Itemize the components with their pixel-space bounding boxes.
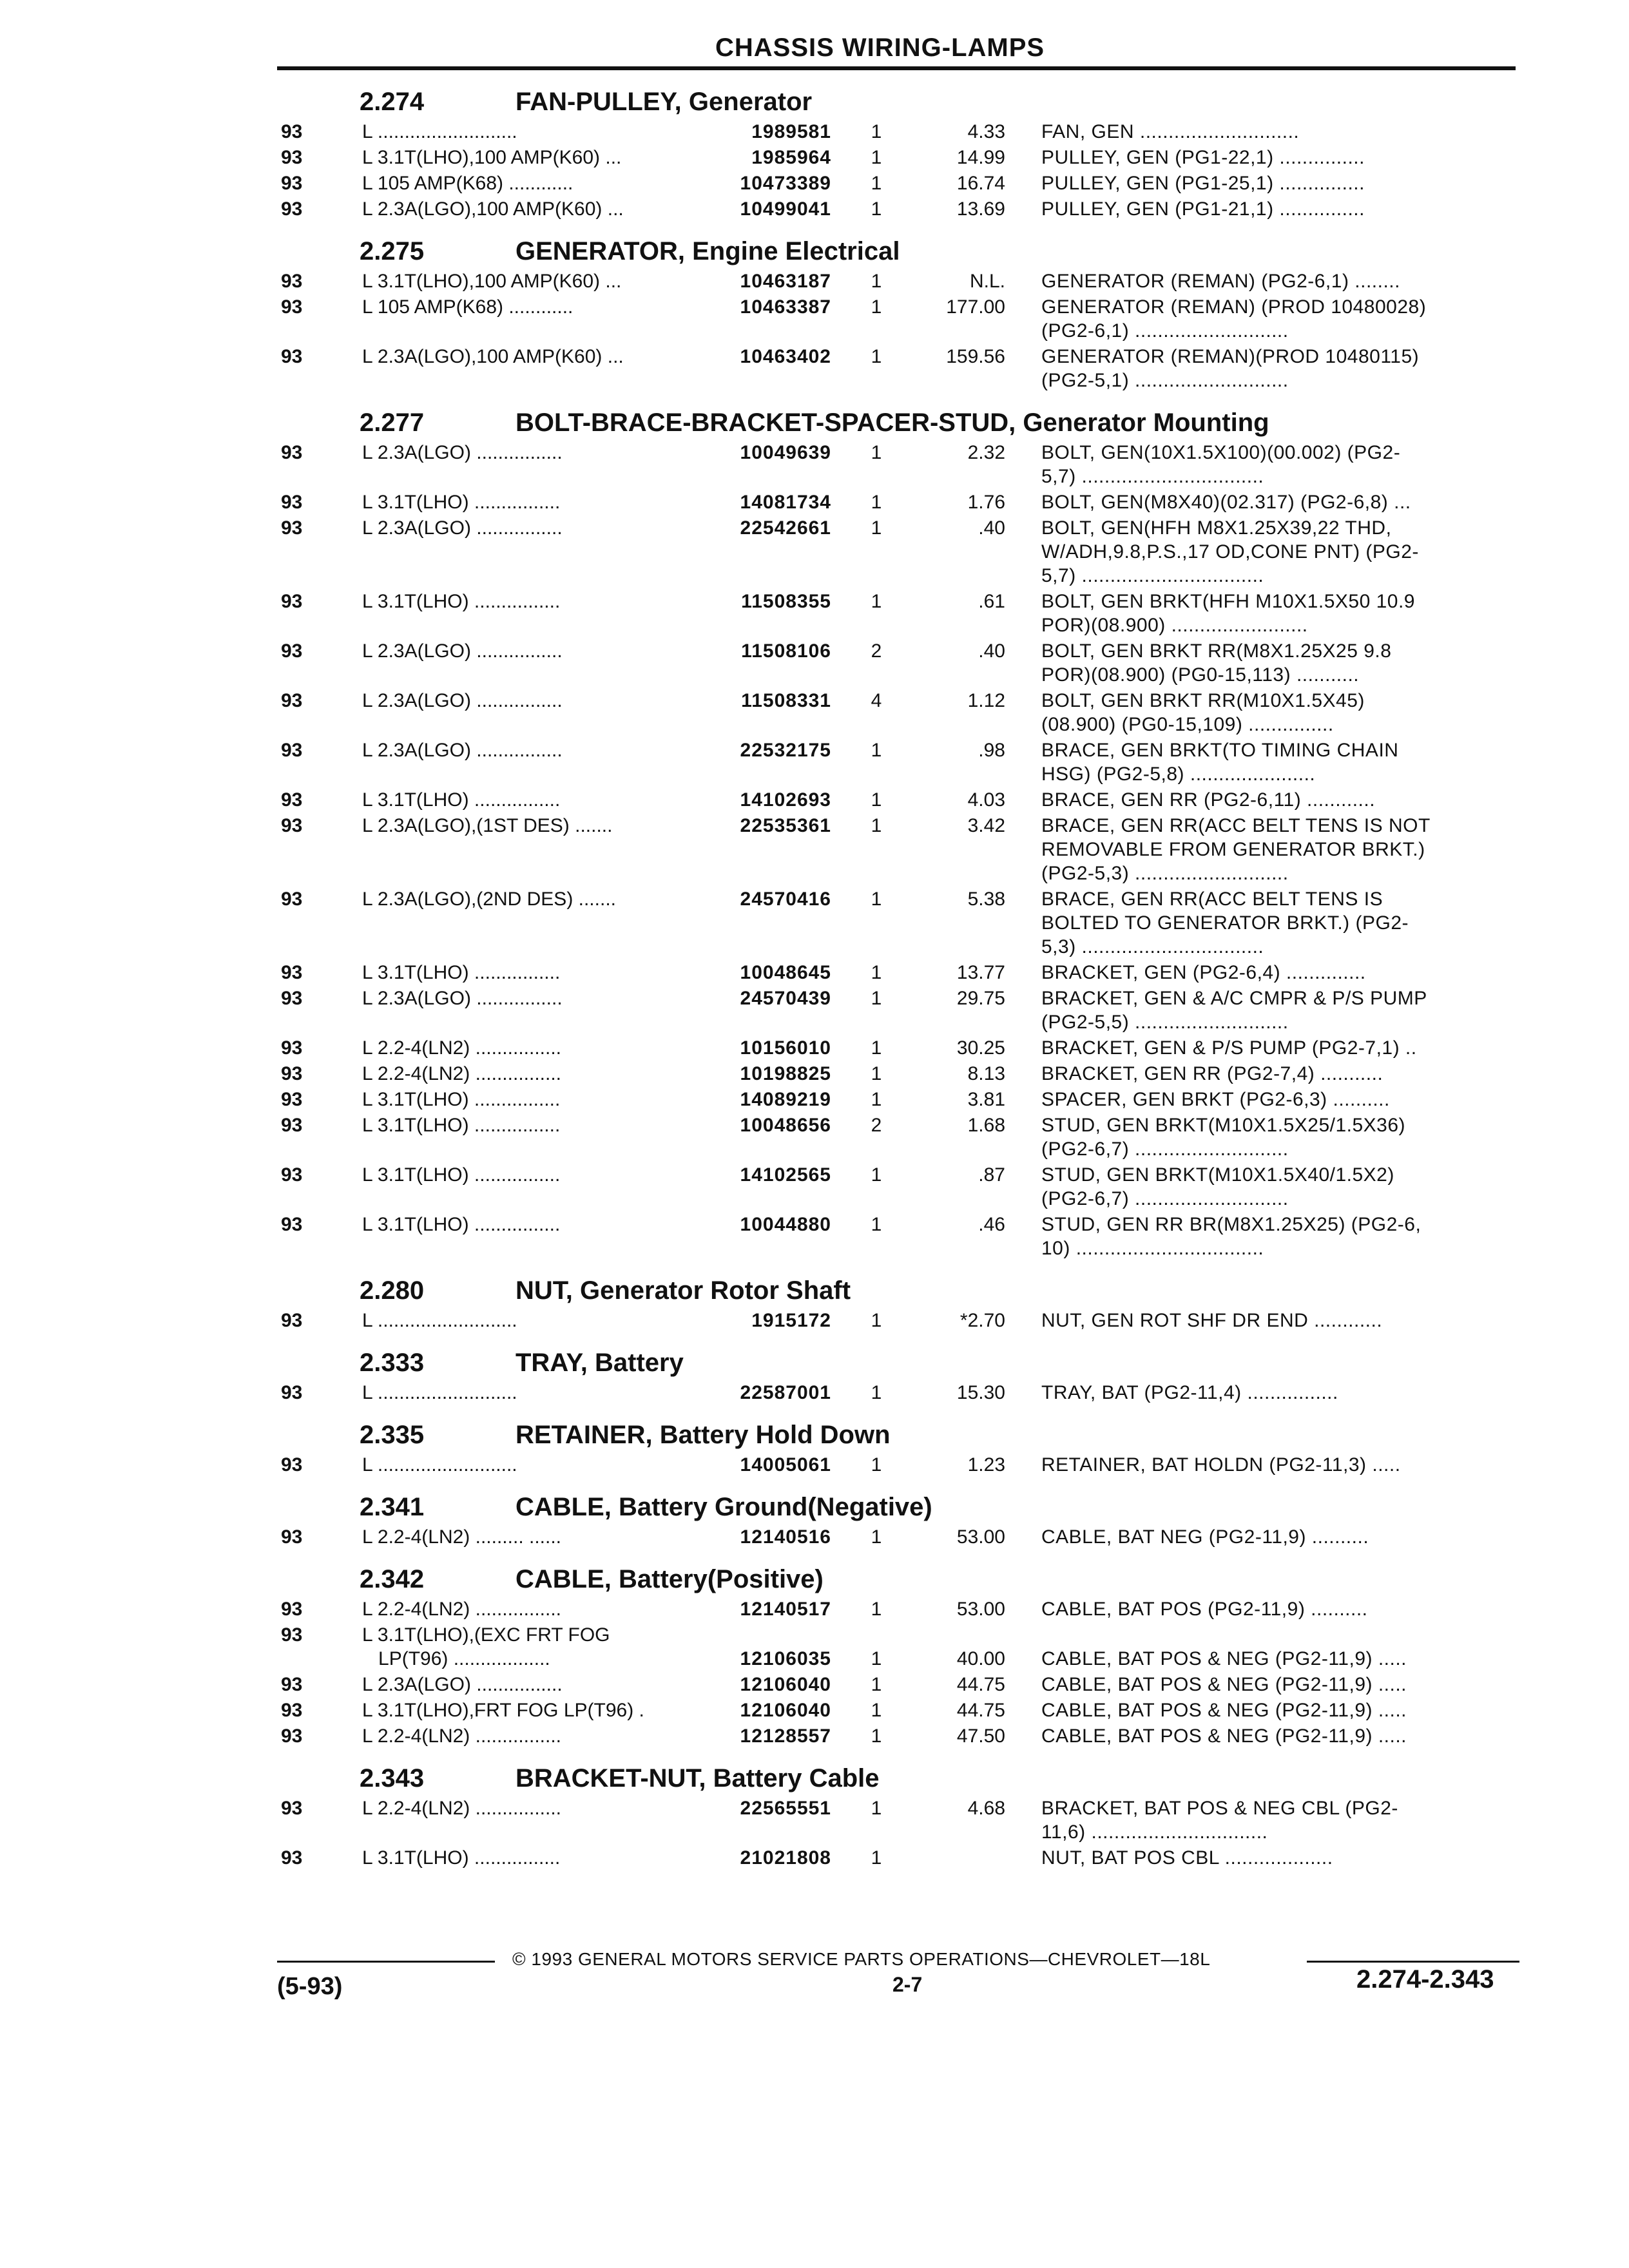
model-year: 93 (281, 988, 303, 1009)
model-year: 93 (281, 1700, 303, 1721)
quantity: 1 (871, 1164, 882, 1186)
usage-description: L 2.3A(LGO),(1ST DES) ....... (362, 815, 613, 836)
usage-description: L .......................... (362, 1454, 517, 1475)
usage-description: L 2.2-4(LN2) ................ (362, 1599, 561, 1620)
header-divider (277, 66, 1516, 70)
model-year: 93 (281, 591, 303, 612)
part-number: 22532175 (740, 740, 831, 761)
part-description: BRACE, GEN RR(ACC BELT TENS IS BOLTED TO GENERATOR BRKT.) (PG2- 5,3) ................................ (1041, 889, 1409, 957)
part-number: 10049639 (740, 442, 831, 463)
catalog-section (277, 1343, 1516, 1407)
section-title: CABLE, Battery(Positive) (516, 1565, 824, 1593)
part-number: 22535361 (740, 815, 831, 836)
part-description: BOLT, GEN(10X1.5X100)(00.002) (PG2- 5,7) ................................ (1041, 442, 1401, 487)
quantity: 1 (871, 1847, 882, 1869)
model-year: 93 (281, 1115, 303, 1136)
section-number: 2.280 (360, 1276, 425, 1305)
section-title: BRACKET-NUT, Battery Cable (516, 1764, 880, 1792)
quantity: 1 (871, 591, 882, 612)
section-number: 2.274 (360, 88, 425, 116)
part-number: 10463187 (740, 271, 831, 292)
part-row (277, 441, 1516, 490)
quantity: 1 (871, 296, 882, 318)
part-number: 12106040 (740, 1674, 831, 1695)
price: 1.23 (967, 1454, 1005, 1475)
footer-divider-left (277, 1961, 495, 1963)
price: 16.74 (956, 173, 1005, 194)
section-title: NUT, Generator Rotor Shaft (516, 1276, 851, 1305)
model-year: 93 (281, 492, 303, 513)
quantity: 1 (871, 988, 882, 1009)
quantity: 1 (871, 1725, 882, 1747)
part-number: 12140516 (740, 1526, 831, 1548)
model-year: 93 (281, 296, 303, 318)
model-year: 93 (281, 147, 303, 168)
price: 5.38 (967, 889, 1005, 910)
model-year: 93 (281, 1063, 303, 1084)
part-number: 11508355 (741, 591, 831, 612)
part-description: STUD, GEN RR BR(M8X1.25X25) (PG2-6, 10) ................................. (1041, 1214, 1422, 1259)
part-row (277, 1309, 1516, 1334)
catalog-section (277, 1271, 1516, 1334)
quantity: 1 (871, 1382, 882, 1403)
part-row (277, 1062, 1516, 1088)
quantity: 1 (871, 815, 882, 836)
part-number: 10198825 (740, 1063, 831, 1084)
part-row (277, 1673, 1516, 1698)
part-number: 1985964 (751, 147, 831, 168)
usage-description: L 2.3A(LGO) ................ (362, 517, 563, 539)
usage-description: L 2.2-4(LN2) ................ (362, 1037, 561, 1059)
part-description: BOLT, GEN BRKT RR(M10X1.5X45) (08.900) (PG0-15,109) ............... (1041, 690, 1365, 735)
price: 15.30 (956, 1382, 1005, 1403)
part-description: PULLEY, GEN (PG1-22,1) ............... (1041, 147, 1365, 168)
part-row (277, 961, 1516, 986)
price: .46 (978, 1214, 1005, 1235)
quantity: 1 (871, 198, 882, 220)
parts-list (277, 82, 1516, 1872)
quantity: 1 (871, 1526, 882, 1548)
part-row (277, 1796, 1516, 1846)
part-row (277, 1036, 1516, 1062)
part-description: BRACKET, GEN & P/S PUMP (PG2-7,1) .. (1041, 1037, 1417, 1059)
part-description: STUD, GEN BRKT(M10X1.5X25/1.5X36) (PG2-6,7) ........................... (1041, 1115, 1406, 1160)
part-row (277, 689, 1516, 738)
quantity: 1 (871, 789, 882, 811)
part-number: 11508106 (741, 640, 831, 662)
page-title: CHASSIS WIRING-LAMPS (715, 34, 1045, 62)
quantity: 2 (871, 640, 882, 662)
part-description: BOLT, GEN(M8X40)(02.317) (PG2-6,8) ... (1041, 492, 1411, 513)
section-heading (277, 403, 1516, 441)
quantity: 1 (871, 173, 882, 194)
catalog-section (277, 1560, 1516, 1750)
part-number: 22565551 (740, 1798, 831, 1819)
part-row (277, 986, 1516, 1036)
part-number: 10048645 (740, 962, 831, 983)
part-row (277, 516, 1516, 590)
section-heading (277, 1560, 1516, 1597)
catalog-section (277, 82, 1516, 223)
price: .61 (978, 591, 1005, 612)
price: 40.00 (956, 1648, 1005, 1669)
price: 1.76 (967, 492, 1005, 513)
usage-description: L 2.3A(LGO),100 AMP(K60) ... (362, 346, 624, 367)
price: 44.75 (956, 1674, 1005, 1695)
part-row (277, 639, 1516, 689)
price: 53.00 (956, 1526, 1005, 1548)
part-description: GENERATOR (REMAN) (PG2-6,1) ........ (1041, 271, 1400, 292)
usage-description: L 2.3A(LGO) ................ (362, 1674, 563, 1695)
part-number: 12106035 (740, 1648, 831, 1669)
model-year: 93 (281, 690, 303, 711)
price: .98 (978, 740, 1005, 761)
price: .40 (978, 640, 1005, 662)
part-number: 14005061 (740, 1454, 831, 1475)
part-description: BOLT, GEN BRKT(HFH M10X1.5X50 10.9 POR)(08.900) ........................ (1041, 591, 1415, 636)
part-number: 10156010 (740, 1037, 831, 1059)
part-row (277, 171, 1516, 197)
part-number: 14102565 (740, 1164, 831, 1186)
usage-description: L 2.2-4(LN2) ......... ...... (362, 1526, 561, 1548)
usage-description: L 3.1T(LHO),100 AMP(K60) ... (362, 271, 622, 292)
usage-description: L 105 AMP(K68) ............ (362, 173, 574, 194)
part-number: 10048656 (740, 1115, 831, 1136)
catalog-section (277, 403, 1516, 1262)
usage-description: L .......................... (362, 1382, 517, 1403)
model-year: 93 (281, 1089, 303, 1110)
quantity: 1 (871, 1454, 882, 1475)
model-year: 93 (281, 789, 303, 811)
part-row (277, 1213, 1516, 1262)
quantity: 1 (871, 740, 882, 761)
model-year: 93 (281, 1674, 303, 1695)
catalog-section (277, 1488, 1516, 1551)
model-year: 93 (281, 1037, 303, 1059)
part-row (277, 197, 1516, 223)
quantity: 4 (871, 690, 882, 711)
model-year: 93 (281, 640, 303, 662)
part-row (277, 1453, 1516, 1479)
part-description: BRACKET, BAT POS & NEG CBL (PG2- 11,6) ............................... (1041, 1798, 1398, 1843)
price: N.L. (969, 271, 1005, 292)
part-row (277, 1163, 1516, 1213)
footer-page-number: 2-7 (892, 1973, 923, 1996)
price: 1.68 (967, 1115, 1005, 1136)
part-description: BOLT, GEN(HFH M8X1.25X39,22 THD, W/ADH,9.8,P.S.,17 OD,CONE PNT) (PG2- 5,7) ................................ (1041, 517, 1419, 586)
part-description: CABLE, BAT POS & NEG (PG2-11,9) ..... (1041, 1725, 1407, 1747)
model-year: 93 (281, 442, 303, 463)
part-description: BRACE, GEN RR(ACC BELT TENS IS NOT REMOVABLE FROM GENERATOR BRKT.) (PG2-5,3) ........................... (1041, 815, 1431, 884)
price: .87 (978, 1164, 1005, 1186)
price: 2.32 (967, 442, 1005, 463)
part-description: BRACE, GEN BRKT(TO TIMING CHAIN HSG) (PG2-5,8) ...................... (1041, 740, 1399, 785)
price: 3.42 (967, 815, 1005, 836)
quantity: 1 (871, 1648, 882, 1669)
part-description: BRACKET, GEN (PG2-6,4) .............. (1041, 962, 1366, 983)
catalog-section (277, 232, 1516, 394)
section-title: CABLE, Battery Ground(Negative) (516, 1493, 932, 1521)
part-description: BRACKET, GEN RR (PG2-7,4) ........... (1041, 1063, 1383, 1084)
usage-description: L 2.3A(LGO) ................ (362, 988, 563, 1009)
part-number: 10463402 (740, 346, 831, 367)
model-year: 93 (281, 1164, 303, 1186)
part-description: RETAINER, BAT HOLDN (PG2-11,3) ..... (1041, 1454, 1401, 1475)
part-row (277, 1698, 1516, 1724)
section-heading (277, 1488, 1516, 1525)
part-number: 12140517 (740, 1599, 831, 1620)
section-number: 2.335 (360, 1421, 425, 1449)
quantity: 1 (871, 1599, 882, 1620)
part-row (277, 590, 1516, 639)
part-number: 1989581 (751, 121, 831, 142)
quantity: 1 (871, 121, 882, 142)
part-row (277, 1113, 1516, 1163)
section-number: 2.277 (360, 408, 425, 437)
usage-description: L 3.1T(LHO) ................ (362, 962, 561, 983)
part-description: PULLEY, GEN (PG1-25,1) ............... (1041, 173, 1365, 194)
part-number: 14102693 (740, 789, 831, 811)
part-number: 22542661 (740, 517, 831, 539)
section-heading (277, 232, 1516, 269)
part-row (277, 490, 1516, 516)
part-description: STUD, GEN BRKT(M10X1.5X40/1.5X2) (PG2-6,7) ........................... (1041, 1164, 1394, 1209)
part-description: CABLE, BAT POS (PG2-11,9) .......... (1041, 1599, 1368, 1620)
model-year: 93 (281, 1725, 303, 1747)
part-description: CABLE, BAT POS & NEG (PG2-11,9) ..... (1041, 1674, 1407, 1695)
section-heading (277, 1271, 1516, 1309)
usage-description: L 3.1T(LHO),(EXC FRT FOG LP(T96) .................. (362, 1624, 610, 1669)
price: *2.70 (959, 1310, 1005, 1331)
part-description: CABLE, BAT POS & NEG (PG2-11,9) ..... (1041, 1700, 1407, 1721)
usage-description: L 3.1T(LHO) ................ (362, 1847, 561, 1869)
part-row (277, 788, 1516, 814)
usage-description: L 3.1T(LHO) ................ (362, 789, 561, 811)
quantity: 1 (871, 1214, 882, 1235)
model-year: 93 (281, 1624, 303, 1646)
part-description: NUT, BAT POS CBL ................... (1041, 1847, 1333, 1869)
usage-description: L 3.1T(LHO) ................ (362, 492, 561, 513)
quantity: 1 (871, 1310, 882, 1331)
usage-description: L 2.3A(LGO) ................ (362, 740, 563, 761)
part-row (277, 1088, 1516, 1113)
model-year: 93 (281, 815, 303, 836)
usage-description: L 3.1T(LHO) ................ (362, 1089, 561, 1110)
part-row (277, 1846, 1516, 1872)
part-row (277, 887, 1516, 961)
price: 3.81 (967, 1089, 1005, 1110)
model-year: 93 (281, 1526, 303, 1548)
part-row (277, 814, 1516, 887)
part-number: 10463387 (740, 296, 831, 318)
quantity: 1 (871, 889, 882, 910)
part-number: 22587001 (740, 1382, 831, 1403)
model-year: 93 (281, 1382, 303, 1403)
usage-description: L .......................... (362, 121, 517, 142)
price: 159.56 (946, 346, 1005, 367)
price: 4.33 (967, 121, 1005, 142)
price: 13.69 (956, 198, 1005, 220)
part-description: PULLEY, GEN (PG1-21,1) ............... (1041, 198, 1365, 220)
part-row (277, 345, 1516, 394)
price: 30.25 (956, 1037, 1005, 1059)
part-description: CABLE, BAT POS & NEG (PG2-11,9) ..... (1041, 1648, 1407, 1669)
part-description: FAN, GEN ............................ (1041, 121, 1300, 142)
usage-description: L 3.1T(LHO),100 AMP(K60) ... (362, 147, 622, 168)
model-year: 93 (281, 1798, 303, 1819)
section-title: GENERATOR, Engine Electrical (516, 237, 900, 265)
model-year: 93 (281, 1214, 303, 1235)
part-description: BRACE, GEN RR (PG2-6,11) ............ (1041, 789, 1376, 811)
section-title: RETAINER, Battery Hold Down (516, 1421, 891, 1449)
model-year: 93 (281, 740, 303, 761)
usage-description: L 2.3A(LGO) ................ (362, 442, 563, 463)
quantity: 1 (871, 1674, 882, 1695)
usage-description: L 2.2-4(LN2) ................ (362, 1798, 561, 1819)
usage-description: L 3.1T(LHO) ................ (362, 591, 561, 612)
quantity: 1 (871, 962, 882, 983)
section-heading (277, 82, 1516, 120)
part-row (277, 1724, 1516, 1750)
section-number: 2.343 (360, 1764, 425, 1792)
part-description: GENERATOR (REMAN)(PROD 10480115) (PG2-5,1) ........................... (1041, 346, 1420, 391)
quantity: 1 (871, 1089, 882, 1110)
part-number: 12128557 (740, 1725, 831, 1747)
usage-description: L 2.3A(LGO),(2ND DES) ....... (362, 889, 616, 910)
quantity: 1 (871, 1063, 882, 1084)
model-year: 93 (281, 121, 303, 142)
quantity: 1 (871, 442, 882, 463)
part-number: 14089219 (740, 1089, 831, 1110)
part-row (277, 1525, 1516, 1551)
part-number: 11508331 (741, 690, 831, 711)
usage-description: L 105 AMP(K68) ............ (362, 296, 574, 318)
quantity: 1 (871, 1037, 882, 1059)
model-year: 93 (281, 1310, 303, 1331)
usage-description: L 2.2-4(LN2) ................ (362, 1725, 561, 1747)
part-description: BRACKET, GEN & A/C CMPR & P/S PUMP (PG2-5,5) ........................... (1041, 988, 1427, 1033)
price: 44.75 (956, 1700, 1005, 1721)
quantity: 1 (871, 346, 882, 367)
model-year: 93 (281, 962, 303, 983)
price: 8.13 (967, 1063, 1005, 1084)
price: 4.03 (967, 789, 1005, 811)
part-row (277, 738, 1516, 788)
price: 1.12 (967, 690, 1005, 711)
part-row (277, 269, 1516, 295)
model-year: 93 (281, 198, 303, 220)
part-number: 24570416 (740, 889, 831, 910)
price: .40 (978, 517, 1005, 539)
part-description: GENERATOR (REMAN) (PROD 10480028) (PG2-6,1) ........................... (1041, 296, 1427, 341)
part-row (277, 146, 1516, 171)
usage-description: L 3.1T(LHO) ................ (362, 1214, 561, 1235)
usage-description: L 2.3A(LGO) ................ (362, 690, 563, 711)
section-title: BOLT-BRACE-BRACKET-SPACER-STUD, Generator Mounting (516, 408, 1269, 437)
model-year: 93 (281, 271, 303, 292)
part-number: 12106040 (740, 1700, 831, 1721)
part-description: NUT, GEN ROT SHF DR END ............ (1041, 1310, 1383, 1331)
usage-description: L 3.1T(LHO) ................ (362, 1164, 561, 1186)
price: 13.77 (956, 962, 1005, 983)
model-year: 93 (281, 346, 303, 367)
part-row (277, 295, 1516, 345)
part-number: 10044880 (740, 1214, 831, 1235)
section-number: 2.341 (360, 1493, 425, 1521)
section-number: 2.275 (360, 237, 425, 265)
model-year: 93 (281, 1847, 303, 1869)
footer-date: (5-93) (277, 1973, 343, 2000)
section-title: FAN-PULLEY, Generator (516, 88, 813, 116)
quantity: 1 (871, 1700, 882, 1721)
price: 47.50 (956, 1725, 1005, 1747)
price: 14.99 (956, 147, 1005, 168)
price: 4.68 (967, 1798, 1005, 1819)
usage-description: L 2.3A(LGO) ................ (362, 640, 563, 662)
usage-description: L 3.1T(LHO) ................ (362, 1115, 561, 1136)
quantity: 1 (871, 492, 882, 513)
part-row (277, 1381, 1516, 1407)
usage-description: L .......................... (362, 1310, 517, 1331)
section-heading (277, 1416, 1516, 1453)
quantity: 1 (871, 1798, 882, 1819)
price: 29.75 (956, 988, 1005, 1009)
section-number: 2.333 (360, 1349, 425, 1377)
footer-section-range: 2.274-2.343 (1356, 1965, 1494, 1994)
quantity: 1 (871, 271, 882, 292)
model-year: 93 (281, 889, 303, 910)
part-number: 1915172 (751, 1310, 831, 1331)
section-heading (277, 1343, 1516, 1381)
part-description: TRAY, BAT (PG2-11,4) ................ (1041, 1382, 1338, 1403)
section-number: 2.342 (360, 1565, 425, 1593)
footer-divider-right (1307, 1961, 1519, 1963)
part-row (277, 120, 1516, 146)
part-number: 14081734 (740, 492, 831, 513)
part-description: SPACER, GEN BRKT (PG2-6,3) .......... (1041, 1089, 1390, 1110)
section-heading (277, 1759, 1516, 1796)
footer-copyright: © 1993 GENERAL MOTORS SERVICE PARTS OPERATIONS—CHEVROLET—18L (512, 1949, 1211, 1969)
price: 177.00 (946, 296, 1005, 318)
price: 53.00 (956, 1599, 1005, 1620)
part-number: 10473389 (740, 173, 831, 194)
part-row (277, 1623, 1516, 1673)
quantity: 2 (871, 1115, 882, 1136)
catalog-section (277, 1759, 1516, 1872)
model-year: 93 (281, 1454, 303, 1475)
section-title: TRAY, Battery (516, 1349, 684, 1377)
part-number: 21021808 (740, 1847, 831, 1869)
model-year: 93 (281, 173, 303, 194)
usage-description: L 2.3A(LGO),100 AMP(K60) ... (362, 198, 624, 220)
part-number: 24570439 (740, 988, 831, 1009)
part-number: 10499041 (740, 198, 831, 220)
usage-description: L 2.2-4(LN2) ................ (362, 1063, 561, 1084)
part-row (277, 1597, 1516, 1623)
catalog-section (277, 1416, 1516, 1479)
quantity: 1 (871, 147, 882, 168)
quantity: 1 (871, 517, 882, 539)
part-description: CABLE, BAT NEG (PG2-11,9) .......... (1041, 1526, 1369, 1548)
model-year: 93 (281, 517, 303, 539)
model-year: 93 (281, 1599, 303, 1620)
usage-description: L 3.1T(LHO),FRT FOG LP(T96) . (362, 1700, 644, 1721)
part-description: BOLT, GEN BRKT RR(M8X1.25X25 9.8 POR)(08.900) (PG0-15,113) ........... (1041, 640, 1392, 686)
